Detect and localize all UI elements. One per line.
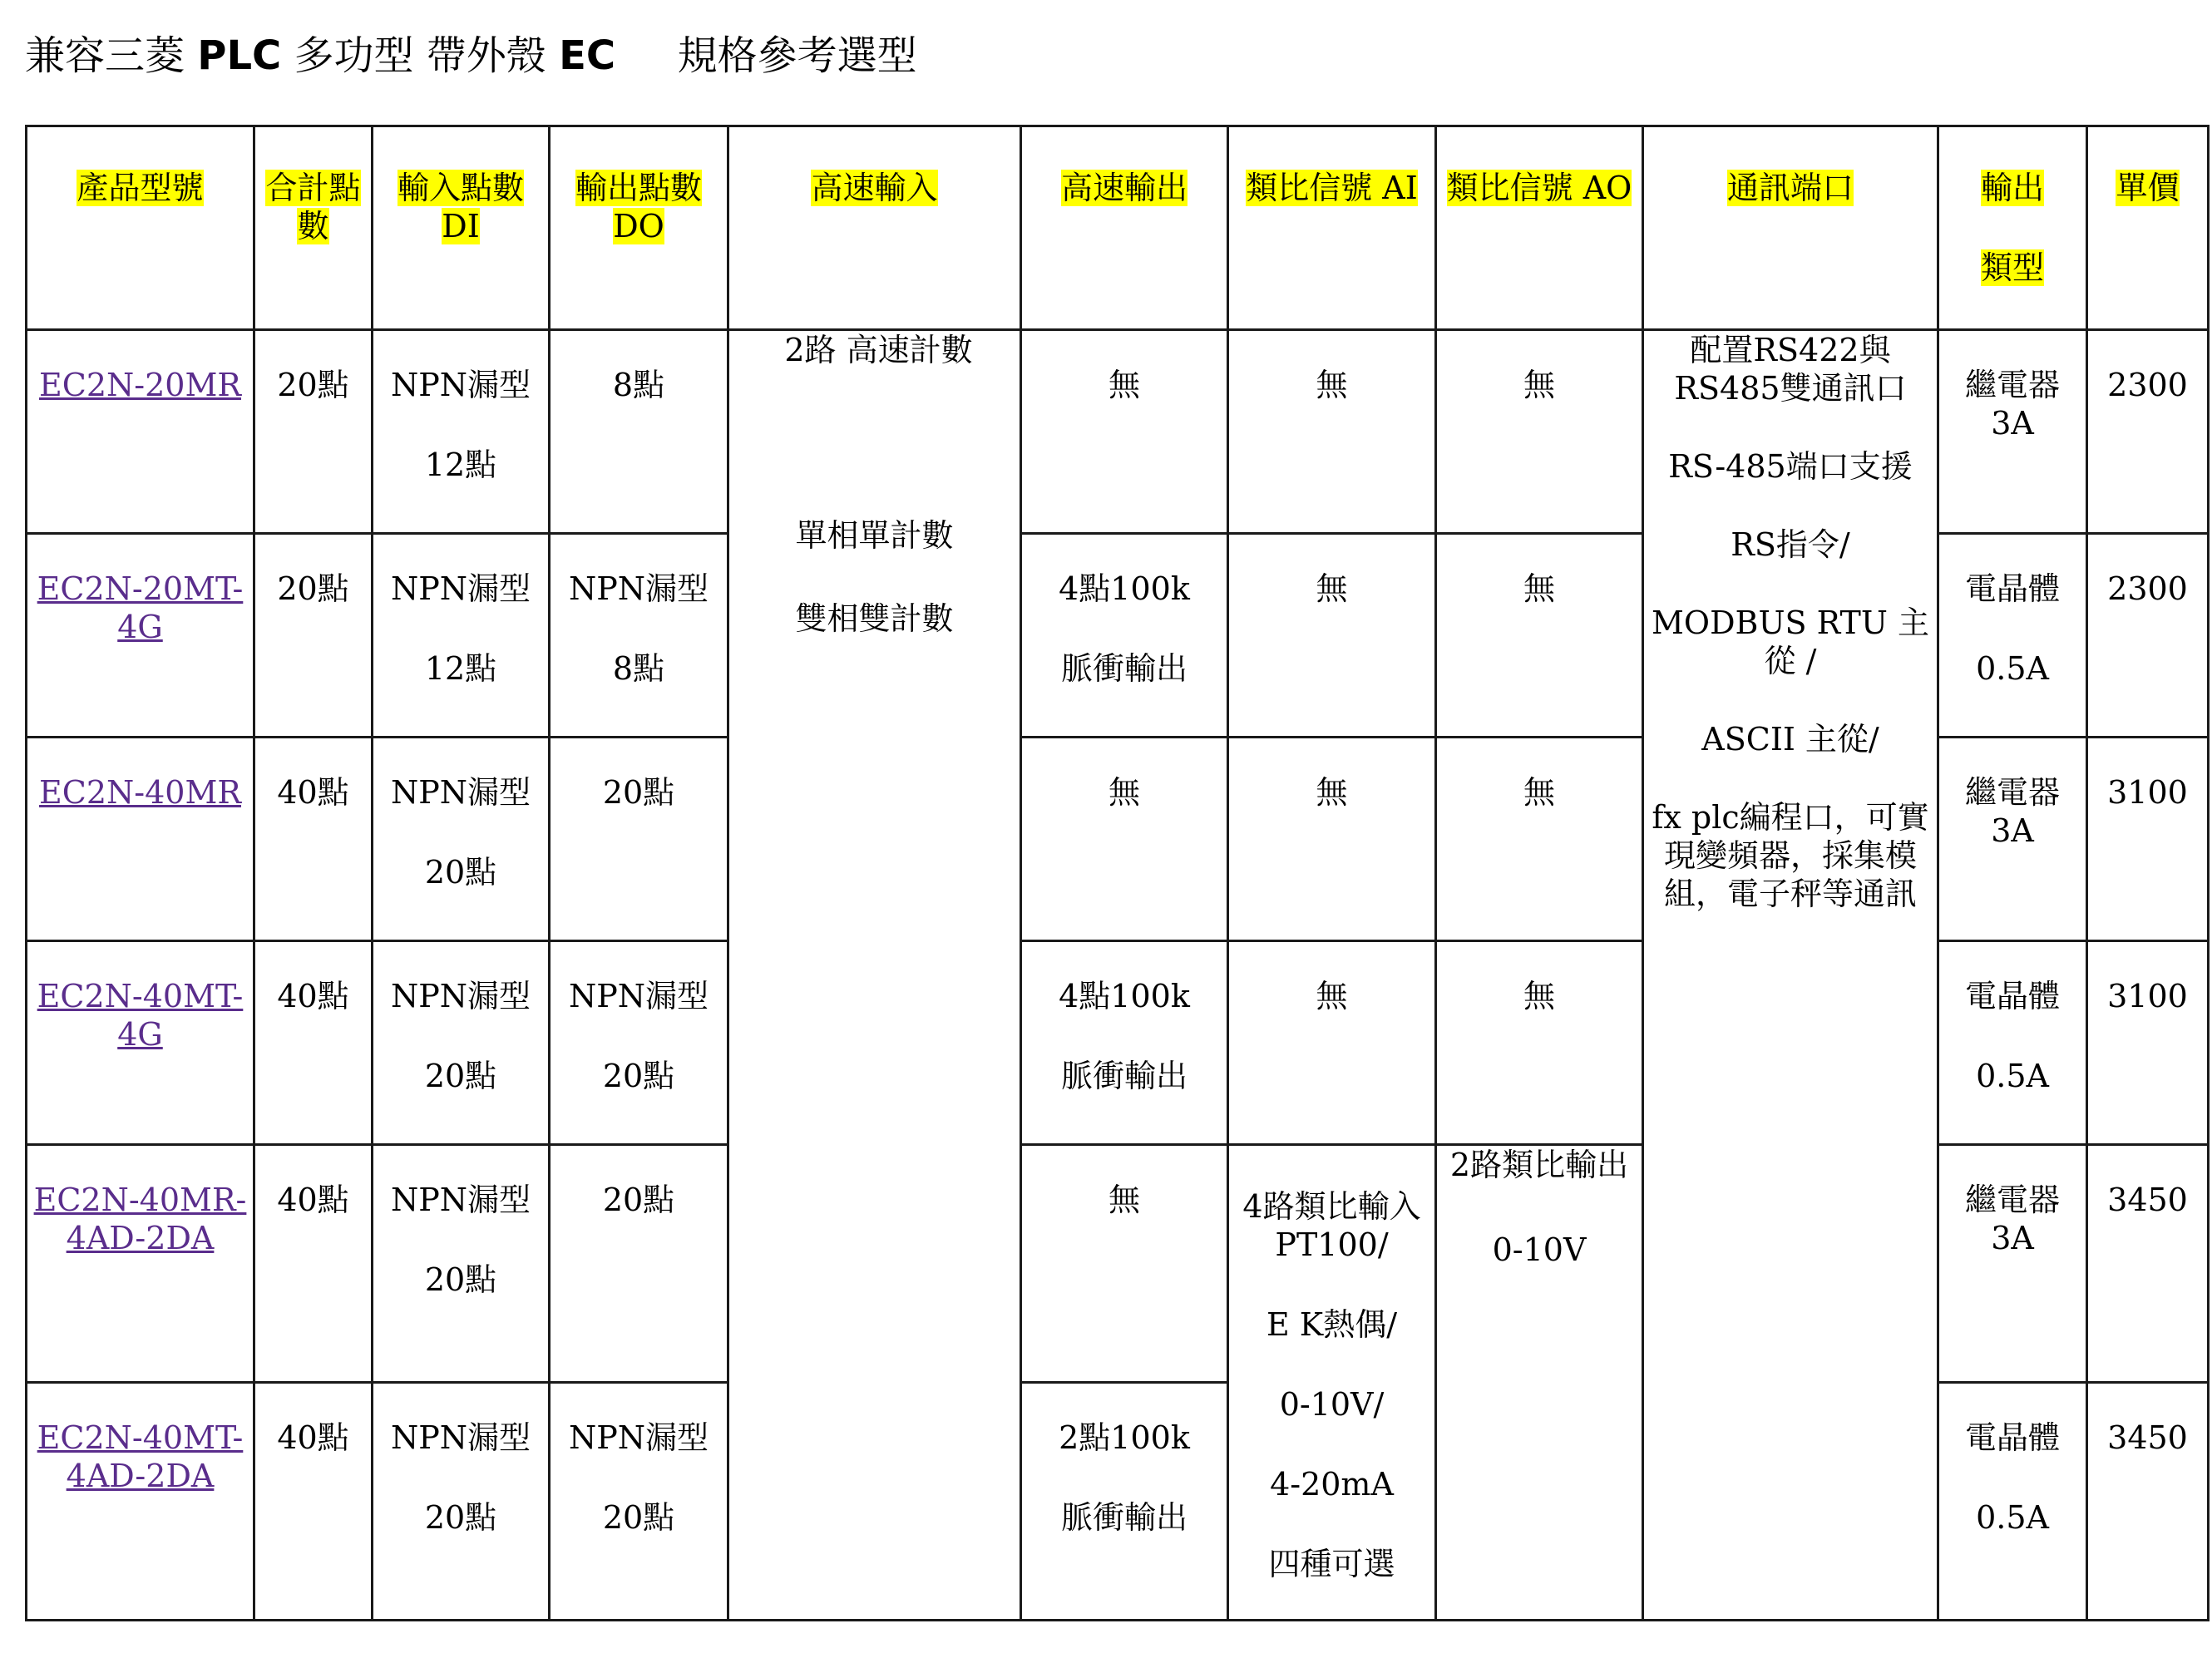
ai-cell: 無 [1228,738,1436,941]
page-title [25,27,917,85]
di-cell: NPN漏型 12點 [373,330,550,534]
price-cell: 3100 [2087,738,2209,941]
header-out-type: 輸出 類型 [1938,126,2087,330]
hs-out-cell: 無 [1021,330,1228,534]
title-ec: EC [559,32,616,79]
hs-out-cell: 4點100k 脈衝輸出 [1021,534,1228,738]
price-cell: 2300 [2087,330,2209,534]
title-text-2: 多功型 帶外殼 [294,32,546,79]
title-text: 兼容三菱 [25,32,185,79]
analog-ai-cell: 4路類比輸入PT100/ E K熱偶/ 0-10V/ 4-20mA 四種可選 [1228,1145,1436,1621]
header-comm: 通訊端口 [1643,126,1938,330]
total-cell: 40點 [254,1383,373,1621]
ao-cell: 無 [1436,738,1643,941]
di-cell: NPN漏型 20點 [373,738,550,941]
out-type-cell: 電晶體 0.5A [1938,1383,2087,1621]
hs-out-cell: 4點100k 脈衝輸出 [1021,941,1228,1145]
ao-cell: 無 [1436,534,1643,738]
model-link[interactable]: EC2N-20MR [39,367,241,403]
out-type-cell: 電晶體 0.5A [1938,534,2087,738]
price-cell: 3450 [2087,1145,2209,1383]
do-cell: 20點 [550,1145,728,1383]
model-cell [27,1145,254,1383]
do-cell: 8點 [550,330,728,534]
model-link[interactable]: EC2N-40MT-4AD-2DA [37,1419,244,1494]
header-di: 輸入點數 DI [373,126,550,330]
model-cell [27,330,254,534]
hs-out-cell: 2點100k 脈衝輸出 [1021,1383,1228,1621]
table-row [27,330,2209,534]
hs-out-cell: 無 [1021,1145,1228,1383]
title-subtitle: 規格參考選型 [677,32,917,79]
do-cell: NPN漏型 20點 [550,1383,728,1621]
model-cell [27,1383,254,1621]
model-link[interactable]: EC2N-40MR-4AD-2DA [33,1182,247,1256]
analog-ao-cell: 2路類比輸出 0-10V [1436,1145,1643,1621]
model-link[interactable]: EC2N-40MT-4G [37,978,244,1053]
out-type-cell: 電晶體 0.5A [1938,941,2087,1145]
total-cell: 40點 [254,738,373,941]
ao-cell: 無 [1436,330,1643,534]
out-type-cell: 繼電器3A [1938,1145,2087,1383]
price-cell: 2300 [2087,534,2209,738]
out-type-cell: 繼電器3A [1938,330,2087,534]
header-total: 合計點 數 [254,126,373,330]
hs-out-cell: 無 [1021,738,1228,941]
model-link[interactable]: EC2N-20MT-4G [37,570,244,645]
total-cell: 40點 [254,1145,373,1383]
do-cell: NPN漏型 20點 [550,941,728,1145]
header-hs-in: 高速輸入 [728,126,1021,330]
do-cell: NPN漏型 8點 [550,534,728,738]
header-ao: 類比信號 AO [1436,126,1643,330]
model-cell [27,534,254,738]
price-cell: 3100 [2087,941,2209,1145]
comm-cell: 配置RS422與RS485雙通訊口 RS-485端口支援 RS指令/ MODBUS RTU 主從 / ASCII 主從/ fx plc編程口，可實現變頻器，採集模組，電子秤等通訊 [1643,330,1938,1621]
header-price: 單價 [2087,126,2209,330]
price-cell: 3450 [2087,1383,2209,1621]
ai-cell: 無 [1228,330,1436,534]
di-cell: NPN漏型 20點 [373,1383,550,1621]
title-plc: PLC [197,32,282,79]
total-cell: 20點 [254,330,373,534]
header-do: 輸出點數 DO [550,126,728,330]
ai-cell: 無 [1228,941,1436,1145]
speed-input-cell: 2路 高速計數 單相單計數 雙相雙計數 [728,330,1021,1621]
total-cell: 20點 [254,534,373,738]
do-cell: 20點 [550,738,728,941]
out-type-cell: 繼電器3A [1938,738,2087,941]
model-link[interactable]: EC2N-40MR [39,774,241,811]
di-cell: NPN漏型 12點 [373,534,550,738]
di-cell: NPN漏型 20點 [373,1145,550,1383]
table-header-row [27,126,2209,330]
header-model: 產品型號 [27,126,254,330]
ai-cell: 無 [1228,534,1436,738]
total-cell: 40點 [254,941,373,1145]
header-ai: 類比信號 AI [1228,126,1436,330]
model-cell [27,941,254,1145]
model-cell [27,738,254,941]
di-cell: NPN漏型 20點 [373,941,550,1145]
header-hs-out: 高速輸出 [1021,126,1228,330]
ao-cell: 無 [1436,941,1643,1145]
spec-table [25,125,2210,1621]
